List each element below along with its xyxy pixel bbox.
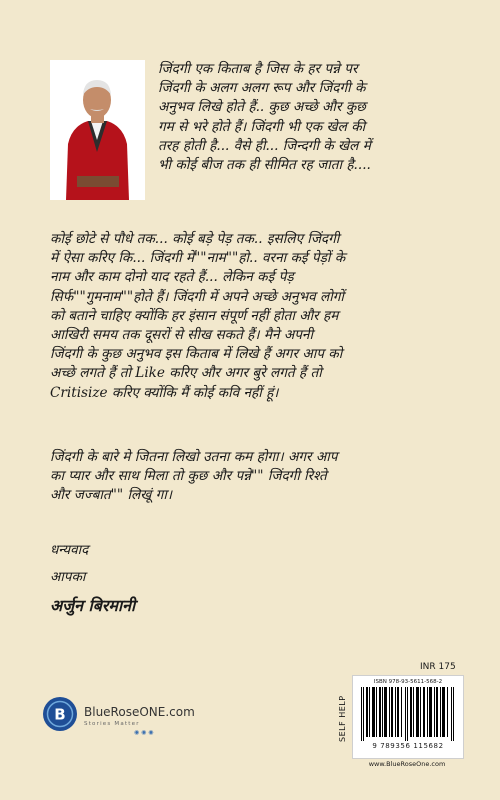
body-line: Critisize करिए क्योंकि मैं कोई कवि नहीं हूं। bbox=[50, 384, 279, 401]
closing-line: जिंदगी के बारे मे जितना लिखो उतना कम होगा। अगर आप bbox=[50, 449, 338, 465]
intro-line: भी कोई बीज तक ही सीमित रह जाता है.... bbox=[158, 157, 371, 174]
publisher-branding bbox=[42, 696, 195, 736]
isbn-label: ISBN 978-93-5611-568-2 bbox=[373, 679, 443, 685]
intro-line: गम से भरे होते हैं। जिंदगी भी एक खेल की bbox=[158, 118, 366, 135]
body-line: अच्छे लगते हैं तो Like करिए और अगर बुरे लगते हैं तो bbox=[50, 365, 322, 382]
body-line: जिंदगी के कुछ अनुभव इस किताब में लिखे हैं अगर आप को bbox=[50, 346, 343, 363]
price-label: INR 175 bbox=[420, 662, 456, 672]
closing-line: का प्यार और साथ मिला तो कुछ और पन्ने"" जिंदगी रिश्ते bbox=[50, 468, 327, 485]
body-paragraph bbox=[50, 230, 462, 403]
closing-line: और जज्बात"" लिखूं गा। bbox=[50, 487, 173, 504]
intro-line: जिंदगी के अलग अलग रूप और जिंदगी के bbox=[158, 80, 366, 97]
sign-yours: आपका bbox=[50, 569, 86, 585]
svg-text:B: B bbox=[54, 705, 66, 724]
isbn-digits: 9 789356 115682 bbox=[372, 742, 444, 750]
intro-line: तरह होती है... वैसे ही... जिन्दगी के खेल में bbox=[158, 137, 371, 154]
body-line: को बताने चाहिए क्योंकि हर इंसान संपूर्ण नहीं होता और हम bbox=[50, 307, 339, 324]
category-label: SELF HELP bbox=[338, 695, 347, 742]
barcode-icon bbox=[361, 687, 455, 741]
publisher-name: BlueRoseONE.com bbox=[84, 705, 195, 719]
social-icons: ◉ ◉ ◉ bbox=[134, 729, 154, 736]
publisher-logo-icon bbox=[42, 696, 78, 732]
body-line: में ऐसा करिए कि... जिंदगी में""नाम""हो.. वरना कई पेड़ों के bbox=[50, 250, 346, 267]
intro-line: जिंदगी एक किताब है जिस के हर पन्ने पर bbox=[158, 61, 358, 77]
intro-paragraph bbox=[158, 60, 462, 175]
body-line: सिर्फ""गुमनाम""होते हैं। जिंदगी में अपने अच्छे अनुभव लोगों bbox=[50, 288, 344, 305]
author-signature-name: अर्जुन बिरमानी bbox=[50, 596, 136, 615]
body-line: नाम और काम दोनो याद रहते हैं... लेकिन कई पेड़ bbox=[50, 269, 294, 286]
body-line: आखिरी समय तक दूसरों से सीख सकते हैं। मैने अपनी bbox=[50, 327, 313, 344]
closing-paragraph bbox=[50, 448, 462, 506]
author-photo bbox=[50, 60, 145, 200]
isbn-barcode bbox=[352, 675, 464, 759]
body-line: कोई छोटे से पौधे तक... कोई बड़े पेड़ तक.. इसलिए जिंदगी bbox=[50, 231, 340, 247]
intro-line: अनुभव लिखे होते हैं.. कुछ अच्छे और कुछ bbox=[158, 99, 366, 116]
website-url: www.BlueRoseOne.com bbox=[368, 760, 446, 768]
sign-thanks: धन्यवाद bbox=[50, 542, 89, 558]
publisher-tagline: Stories Matter bbox=[84, 721, 140, 727]
